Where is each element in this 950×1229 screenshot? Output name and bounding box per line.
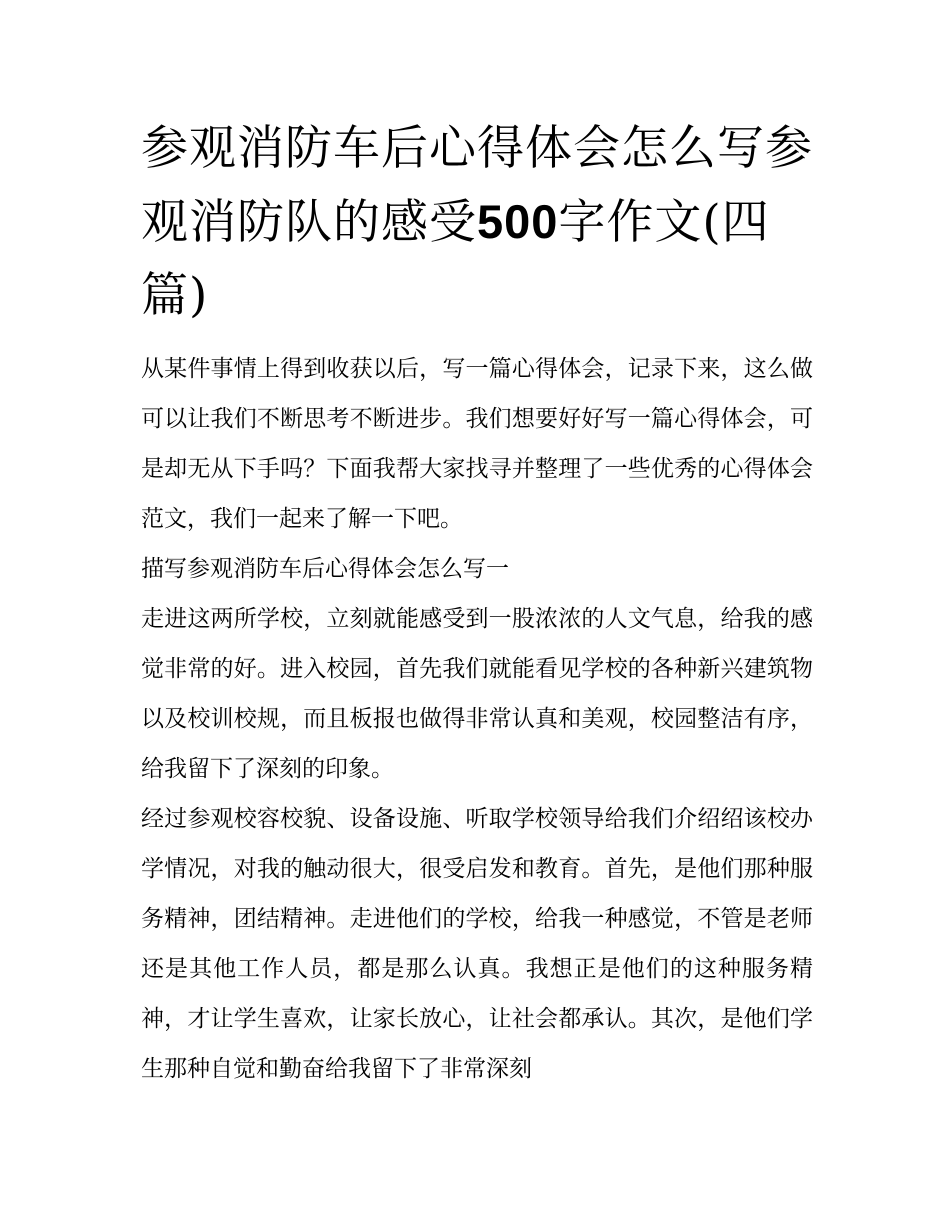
body-paragraph-2: 经过参观校容校貌、设备设施、听取学校领导给我们介绍绍该校办学情况，对我的触动很大，很受启发和教育。首先，是他们那种服务精神，团结精神。走进他们的学校，给我一种感觉，不管是老师还是其他工作人员，都是那么认真。我想正是他们的这种服务精神，才让学生喜欢，让家长放心，让社会都承认。其次，是他们学生那种自觉和勤奋给我留下了非常深刻 [141, 806, 813, 1082]
document-title [141, 112, 813, 332]
title-text-part1: 参观消防车后心得体会怎么写参观消防队的感受 [141, 121, 813, 250]
title-text-part2: 字作文(四篇) [141, 195, 770, 323]
body-paragraph-1: 走进这两所学校，立刻就能感受到一股浓浓的人文气息，给我的感觉非常的好。进入校园，首先我们就能看见学校的各种新兴建筑物以及校训校规，而且板报也做得非常认真和美观，校园整洁有序，给我留下了深刻的印象。 [141, 606, 813, 782]
section-heading: 描写参观消防车后心得体会怎么写一 [141, 556, 509, 582]
document-content [141, 112, 813, 1094]
title-number: 500 [477, 195, 559, 248]
intro-paragraph: 从某件事情上得到收获以后，写一篇心得体会，记录下来，这么做可以让我们不断思考不断进步。我们想要好好写一篇心得体会，可是却无从下手吗？下面我帮大家找寻并整理了一些优秀的心得体会范文，我们一起来了解一下吧。 [141, 356, 813, 532]
